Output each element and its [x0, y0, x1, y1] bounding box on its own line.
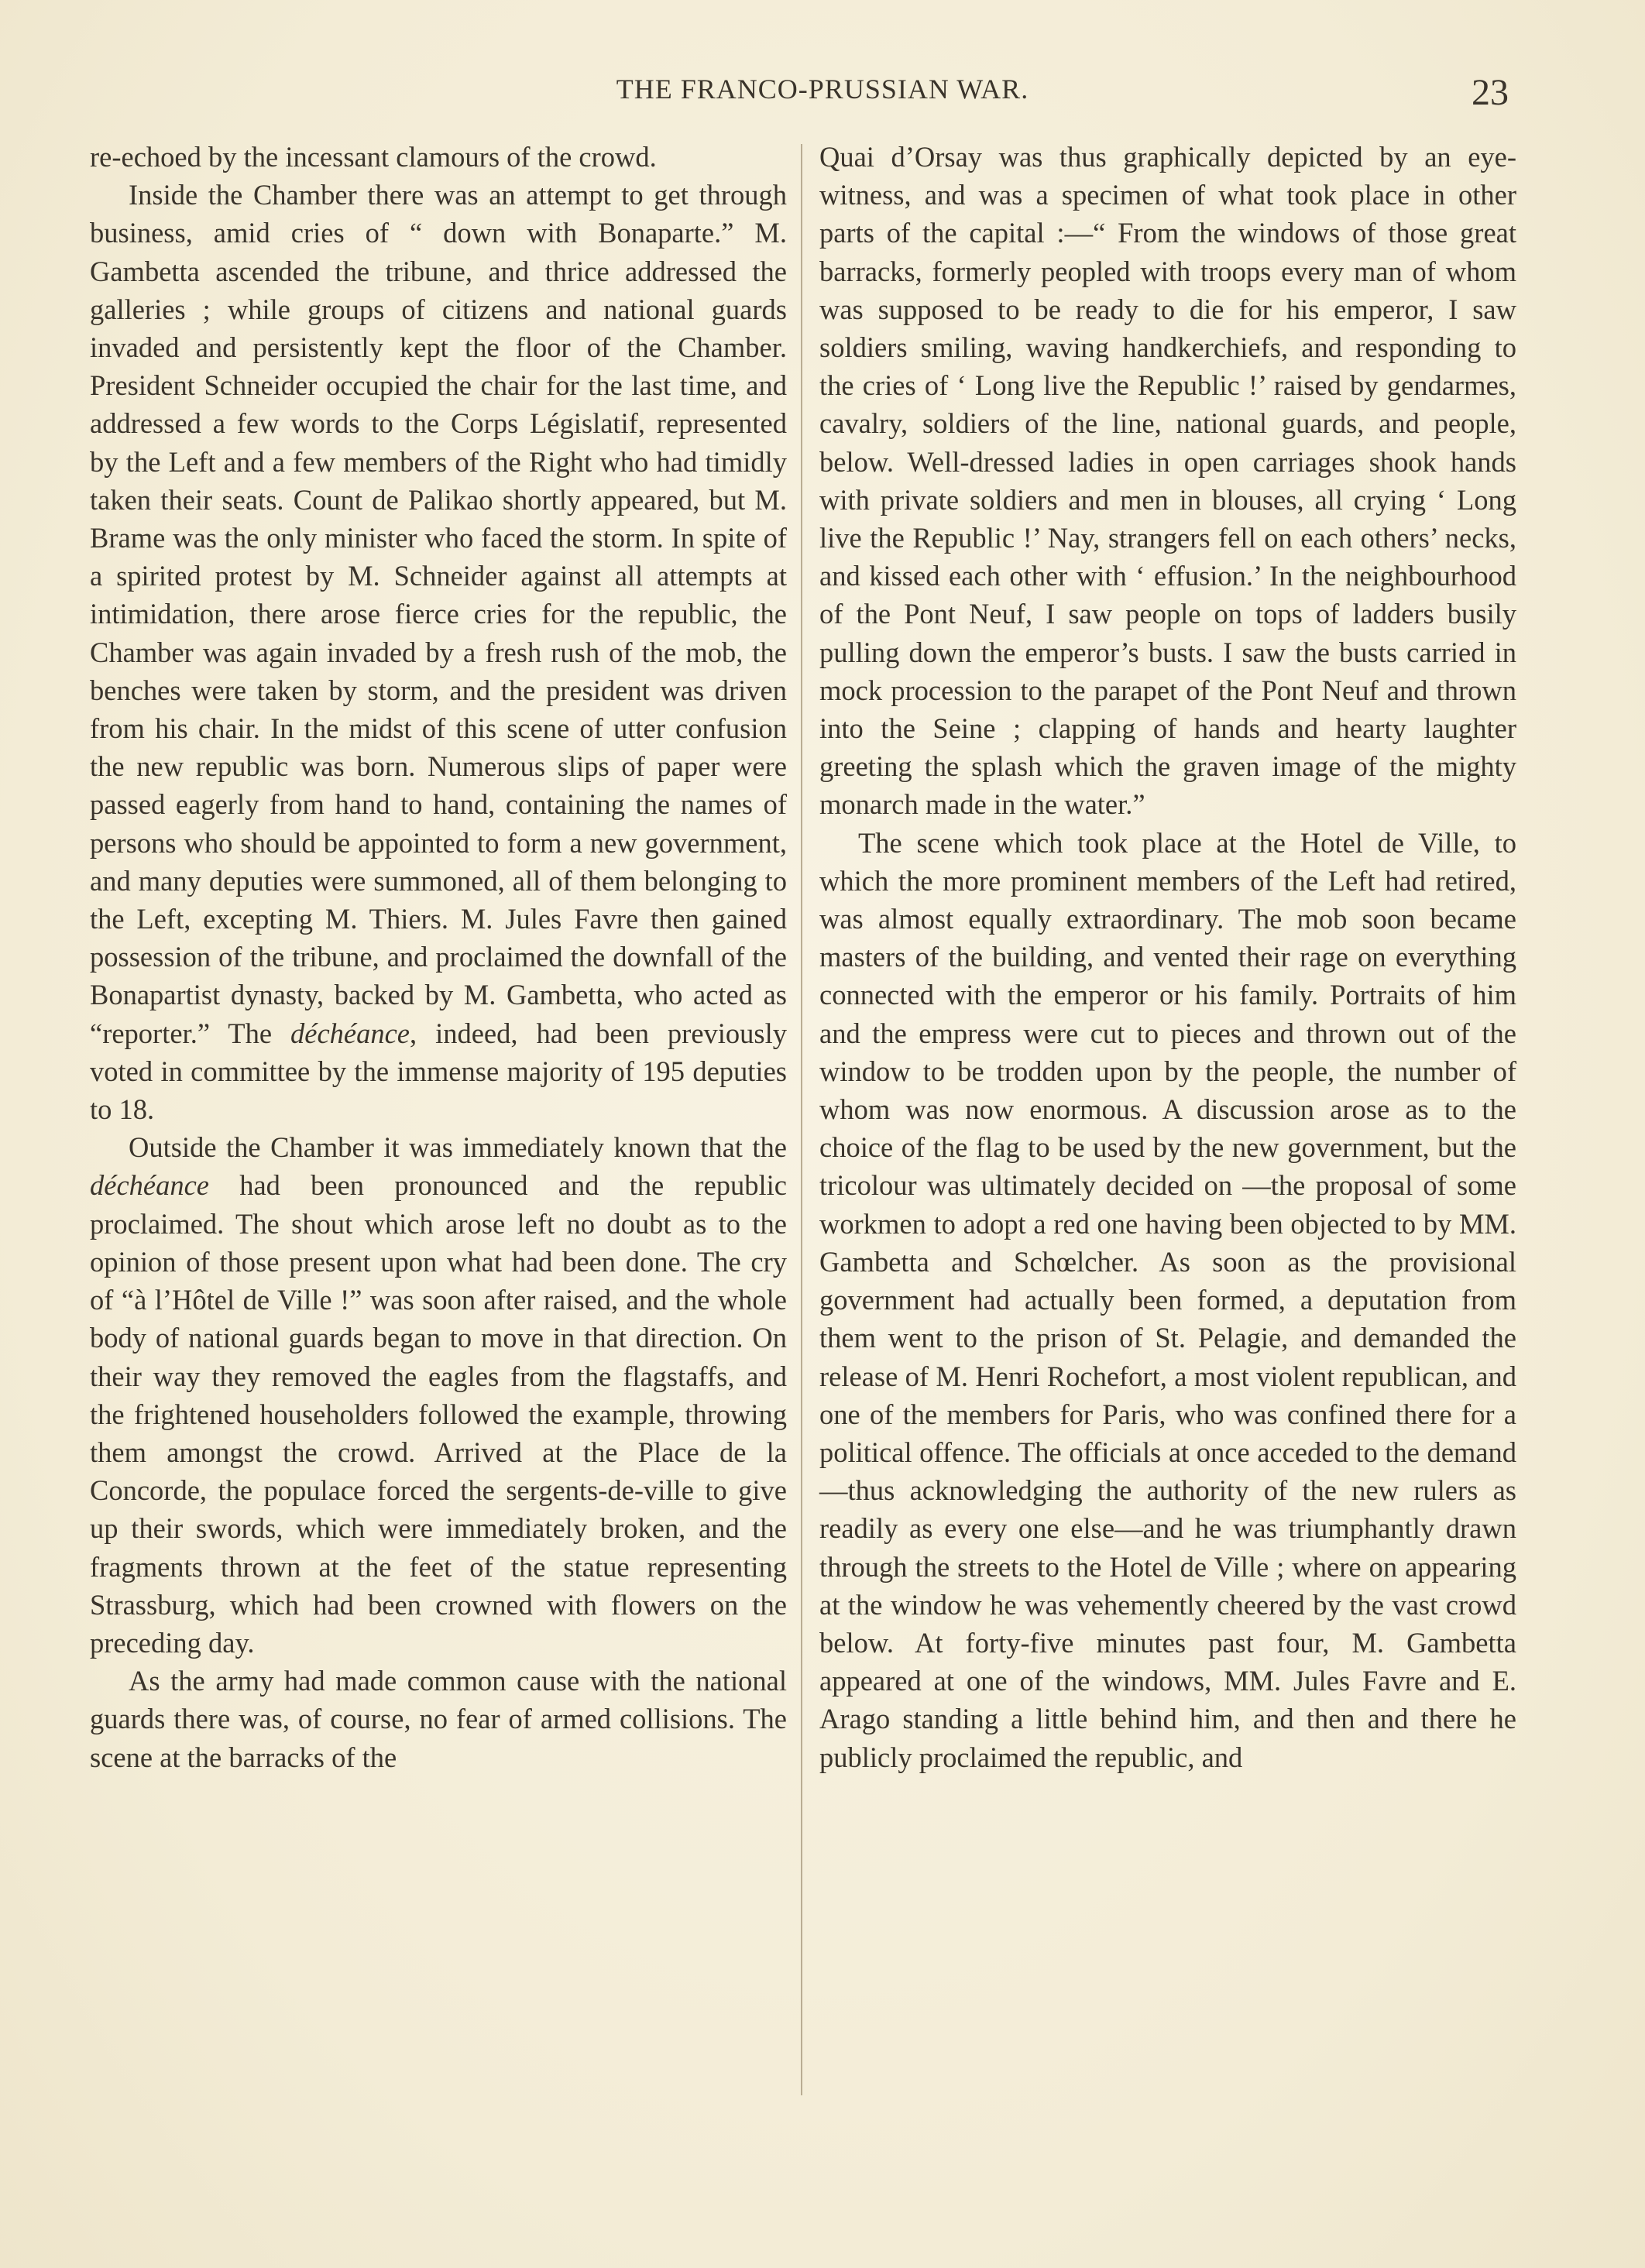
left-column — [90, 138, 787, 1776]
paragraph-text: , indeed, had been previously voted in committee by the immense majority of 195 deputies to 18. — [90, 1017, 788, 1126]
paragraph: As the army had made common cause with the national guards there was, of course, no fear of armed collisions. The scene at the barracks of the — [90, 1665, 787, 1773]
paragraph: The scene which took place at the Hotel de Ville, to which the more prominent members of the Left had retired, was almost equally extraordinary. The mob soon became masters of the building, and vented their rage on everything connected with the emperor or his family. Portraits of him and the empress were cut to pieces and thrown out of the window to be trodden upon by the people, the number of whom was now enormous. A discussion arose as to the choice of the flag to be used by the new government, but the tricolour was ultimately decided on —the proposal of some workmen to adopt a red one having been objected to by MM. Gambetta and Schœlcher. As soon as the provisional government had actually been formed, a deputation from them went to the prison of St. Pelagie, and demanded the release of M. Henri Rochefort, a most violent republican, and one of the members for Paris, who was confined there for a political offence. The officials at once acceded to the demand—thus acknowledging the authority of the new rulers as readily as every one else—and he was triumphantly drawn through the streets to the Hotel de Ville ; where on appearing at the window he was vehemently cheered by the vast crowd below. At forty-five minutes past four, M. Gambetta appeared at one of the windows, MM. Jules Favre and E. Arago standing a little behind him, and then and there he publicly proclaimed the republic, and — [819, 826, 1516, 1773]
paragraph: Quai d’Orsay was thus graphically depicted by an eye-witness, and was a specimen of what took place in other parts of the capital :—“ From the windows of those great barracks, formerly peopled with troops every man of whom was supposed to be ready to die for his emperor, I saw soldiers smiling, waving handkerchiefs, and responding to the cries of ‘ Long live the Republic !’ raised by gendarmes, cavalry, soldiers of the line, national guards, and people, below. Well-dressed ladies in open carriages shook hands with private soldiers and men in blouses, all crying ‘ Long live the Republic !’ Nay, strangers fell on each others’ necks, and kissed each other with ‘ effusion.’ In the neighbourhood of the Pont Neuf, I saw people on tops of ladders busily pulling down the emperor’s busts. I saw the busts carried in mock procession to the parapet of the Pont Neuf and thrown into the Seine ; clapping of hands and hearty laughter greeting the splash which the graven image of the mighty monarch made in the water.” — [819, 141, 1516, 821]
running-title: THE FRANCO-PRUSSIAN WAR. — [616, 74, 1029, 105]
italic-term: déchéance — [290, 1017, 410, 1049]
paragraph — [90, 176, 787, 1128]
column-divider — [801, 144, 802, 2095]
page-number: 23 — [1472, 72, 1509, 113]
right-column — [819, 138, 1516, 1776]
italic-term: déchéance — [90, 1169, 210, 1202]
paragraph: re-echoed by the incessant clamours of the crowd. — [90, 141, 657, 173]
paragraph-text: Outside the Chamber it was immediately known that the — [129, 1131, 787, 1164]
paragraph — [90, 1128, 787, 1662]
paragraph-text: Inside the Chamber there was an attempt to get through business, amid cries of “ down with Bonaparte.” M. Gambetta ascended the tribune, and thrice addressed the galleries ; while groups of citizens and national guards invaded and persistently kept the floor of the Chamber. President Schneider occupied the chair for the last time, and addressed a few words to the Corps Législatif, represented by the Left and a few members of the Right who had timidly taken their seats. Count de Palikao shortly appeared, but M. Brame was the only minister who faced the storm. In spite of a spirited protest by M. Schneider against all attempts at intimidation, there arose fierce cries for the republic, the Chamber was again invaded by a fresh rush of the mob, the benches were taken by storm, and the president was driven from his chair. In the midst of this scene of utter confusion the new republic was born. Numerous slips of paper were passed eagerly from hand to hand, containing the names of persons who should be appointed to form a new government, and many deputies were summoned, all of them belonging to the Left, excepting M. Thiers. M. Jules Favre then gained possession of the tribune, and proclaimed the downfall of the Bonapartist dynasty, backed by M. Gambetta, who acted as “reporter.” The — [90, 179, 787, 1049]
paragraph-text: had been pronounced and the republic proclaimed. The shout which arose left no doubt as to the opinion of those present upon what had been done. The cry of “à l’Hôtel de Ville !” was soon after raised, and the whole body of national guards began to move in that direction. On their way they removed the eagles from the flagstaffs, and the frightened householders followed the example, throwing them amongst the crowd. Arrived at the Place de la Concorde, the populace forced the sergents-de-ville to give up their swords, which were immediately broken, and the fragments thrown at the feet of the statue representing Strassburg, which had been crowned with flowers on the preceding day. — [90, 1169, 787, 1659]
